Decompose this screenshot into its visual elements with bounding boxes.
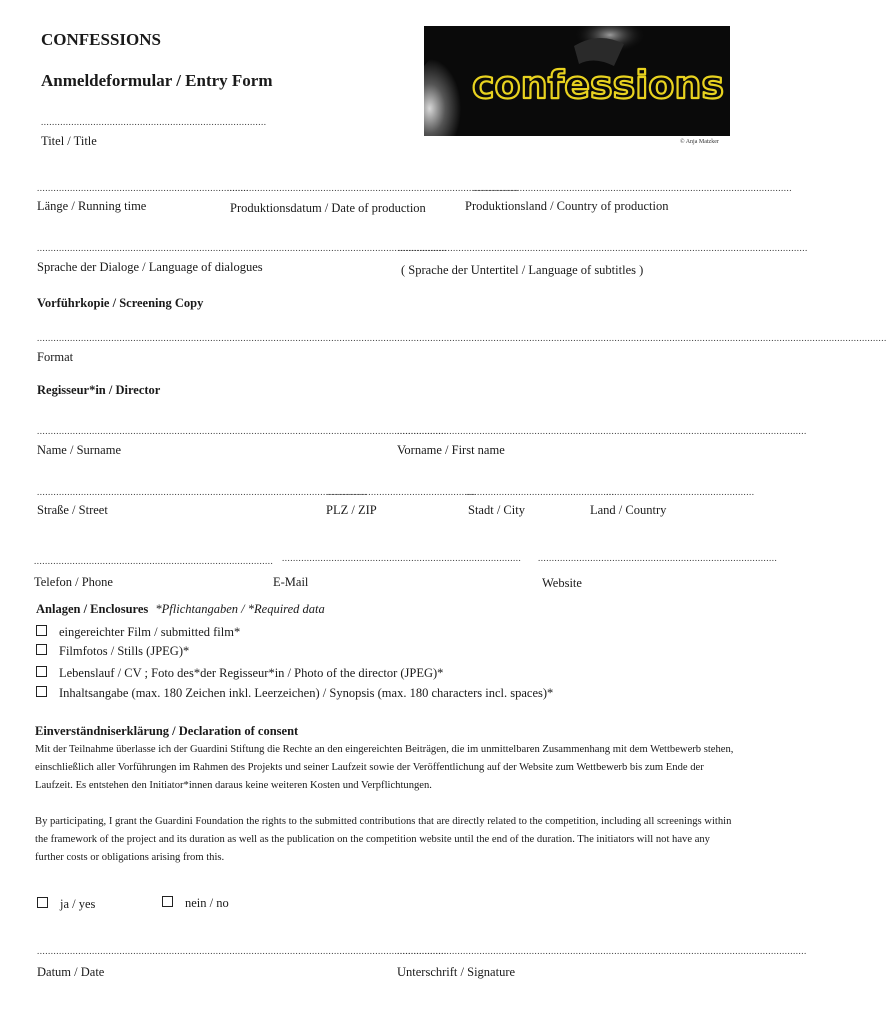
city-label: Stadt / City bbox=[468, 503, 525, 517]
title-label: Titel / Title bbox=[41, 134, 97, 148]
dialogue-language-label: Sprache der Dialoge / Language of dialogues bbox=[37, 260, 263, 274]
checkbox[interactable] bbox=[36, 644, 47, 655]
production-date-label: Produktionsdatum / Date of production bbox=[230, 201, 426, 215]
production-country-label: Produktionsland / Country of production bbox=[465, 199, 669, 213]
enclosure-label: Inhaltsangabe (max. 180 Zeichen inkl. Leerzeichen) / Synopsis (max. 180 characters incl. spaces)* bbox=[59, 686, 554, 700]
consent-english-text: By participating, I grant the Guardini Foundation the rights to the submitted contributions that are directly related to the competition, including all screenings within the framework of the project and its duration as well as the publication on the competition website until the end of the duration. The initiators will not have any further costs or obligations arising from this. bbox=[35, 816, 732, 863]
checkbox[interactable] bbox=[36, 686, 47, 697]
email-label: E-Mail bbox=[273, 575, 309, 589]
consent-german-text: Mit der Teilnahme überlasse ich der Guardini Stiftung die Rechte an den eingereichten Beiträgen, die im unmittelbaren Zusammenhang mit dem Wettbewerb stehen, einschließlich aller Vorführungen im Rahmen des Projekts und seiner Laufzeit sowie der Veröffentlichung auf der Website zum Wettbewerb bis zum Ende der Laufzeit. Es entstehen den Initiator*innen daraus keine weiteren Kosten und Verpflichtungen. bbox=[35, 744, 734, 791]
first-name-line[interactable]: ..................................................................................................................................................... bbox=[397, 426, 807, 436]
enclosure-label: Lebenslauf / CV ; Foto des*der Regisseur*in / Photo of the director (JPEG)* bbox=[59, 666, 444, 680]
screening-copy-heading: Vorführkopie / Screening Copy bbox=[37, 296, 204, 310]
enclosure-item[interactable] bbox=[36, 625, 240, 640]
image-credit: © Anja Matzker bbox=[680, 139, 719, 145]
enclosure-item[interactable] bbox=[36, 666, 443, 681]
subtitle-language-line[interactable]: ..................................................................................................................................................... bbox=[398, 243, 808, 253]
city-line[interactable]: ...................................................... bbox=[466, 487, 615, 497]
date-line[interactable]: ..................................................................................................................................................... bbox=[37, 946, 447, 956]
title-line[interactable]: .................................................................................. bbox=[41, 117, 267, 127]
website-label: Website bbox=[542, 576, 582, 590]
enclosure-label: Filmfotos / Stills (JPEG)* bbox=[59, 644, 190, 658]
checkbox[interactable] bbox=[162, 896, 173, 907]
phone-label: Telefon / Phone bbox=[34, 575, 113, 589]
form-subtitle: Anmeldeformular / Entry Form bbox=[41, 71, 273, 90]
street-line[interactable]: ........................................................................................................................ bbox=[37, 487, 367, 497]
running-time-line[interactable]: ............................................................................. bbox=[37, 183, 249, 193]
street-label: Straße / Street bbox=[37, 503, 108, 517]
form-title: CONFESSIONS bbox=[41, 30, 161, 49]
checkbox[interactable] bbox=[36, 625, 47, 636]
surname-line[interactable]: ..................................................................................................................................................... bbox=[37, 426, 447, 436]
production-date-line[interactable]: .......................................................................................................... bbox=[227, 183, 519, 193]
yes-label: ja / yes bbox=[60, 897, 96, 911]
signature-line[interactable]: ..................................................................................................................................................... bbox=[397, 946, 807, 956]
enclosures-heading: Anlagen / Enclosures bbox=[36, 602, 149, 616]
signature-label: Unterschrift / Signature bbox=[397, 965, 516, 979]
country-line[interactable]: ...................................................... bbox=[606, 487, 755, 497]
zip-line[interactable]: ...................................................... bbox=[327, 487, 476, 497]
website-line[interactable]: ....................................................................................... bbox=[538, 553, 778, 563]
production-country-line[interactable]: .................................................................................................................... bbox=[473, 183, 792, 193]
format-label: Format bbox=[37, 350, 74, 364]
phone-line[interactable]: ....................................................................................... bbox=[34, 556, 274, 566]
email-line[interactable]: ....................................................................................... bbox=[282, 553, 522, 563]
country-label: Land / Country bbox=[590, 503, 667, 517]
enclosure-item[interactable] bbox=[36, 686, 553, 701]
header-photo bbox=[424, 26, 730, 136]
required-note: *Pflichtangaben / *Required data bbox=[155, 602, 325, 616]
consent-no-option[interactable] bbox=[162, 896, 229, 911]
enclosures-heading-row bbox=[36, 602, 325, 617]
zip-label: PLZ / ZIP bbox=[326, 503, 377, 517]
consent-yes-option[interactable] bbox=[37, 897, 95, 912]
first-name-label: Vorname / First name bbox=[397, 443, 505, 457]
director-heading: Regisseur*in / Director bbox=[37, 383, 161, 397]
checkbox[interactable] bbox=[37, 897, 48, 908]
checkbox[interactable] bbox=[36, 666, 47, 677]
no-label: nein / no bbox=[185, 896, 229, 910]
consent-heading: Einverständniserklärung / Declaration of consent bbox=[35, 724, 299, 738]
running-time-label: Länge / Running time bbox=[37, 199, 147, 213]
date-label: Datum / Date bbox=[37, 965, 105, 979]
dialogue-language-line[interactable]: ..................................................................................................................................................... bbox=[37, 243, 447, 253]
format-line[interactable]: ..................................................................................................................................................................................................................................................................................................................... bbox=[37, 333, 887, 343]
logo-text: confessions bbox=[472, 63, 725, 107]
subtitle-language-label: ( Sprache der Untertitel / Language of subtitles ) bbox=[401, 263, 644, 277]
surname-label: Name / Surname bbox=[37, 443, 122, 457]
confessions-logo-image bbox=[424, 26, 730, 136]
enclosure-item[interactable] bbox=[36, 644, 189, 659]
enclosure-label: eingereichter Film / submitted film* bbox=[59, 625, 241, 639]
